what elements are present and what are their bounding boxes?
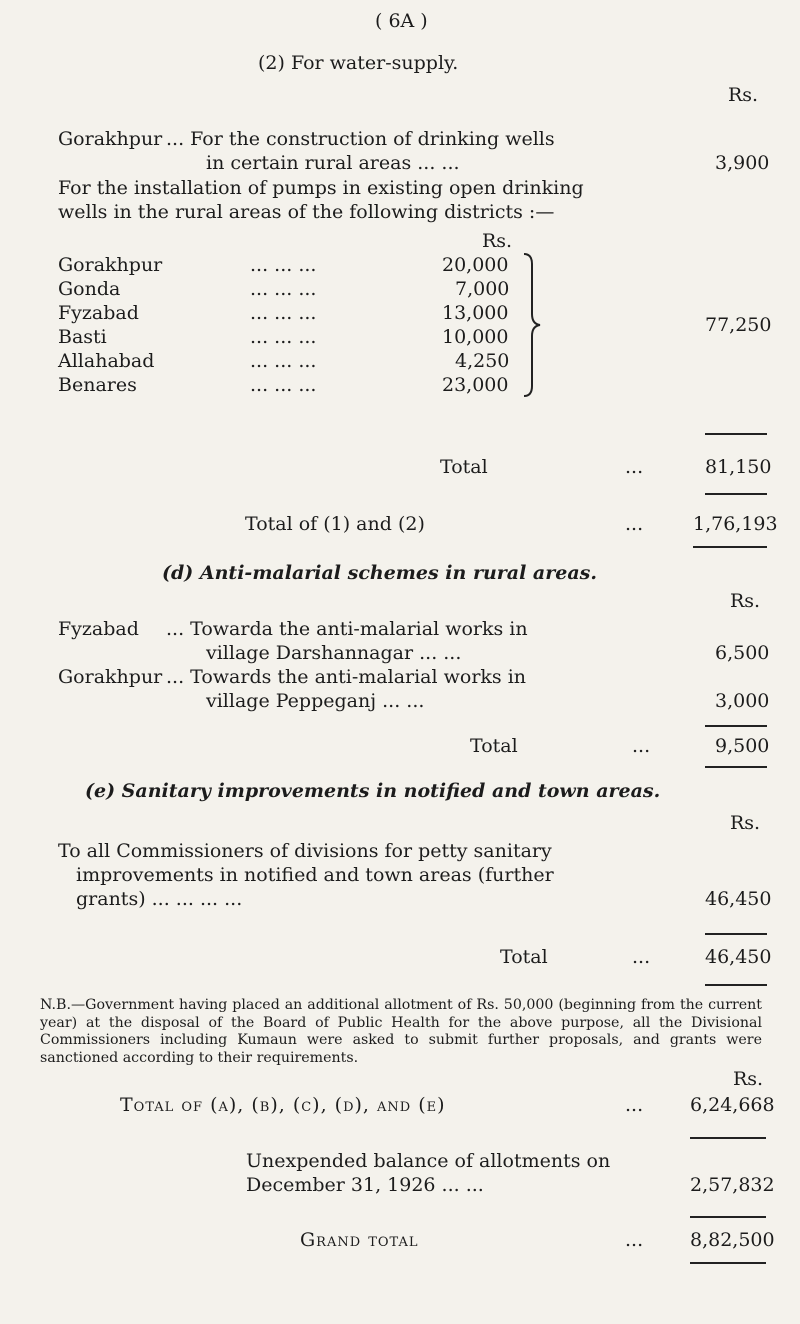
rule-section-d-total — [705, 725, 767, 727]
item1-district: Gorakhpur — [58, 128, 163, 150]
rule-section-d-total-under — [705, 766, 767, 768]
item1-line2: in certain rural areas ... ... — [206, 152, 460, 174]
districts-total-amount: 77,250 — [705, 314, 772, 336]
item1-line1: ... For the construction of drinking wells — [166, 128, 555, 150]
district-row-0-amount: 20,000 — [442, 254, 509, 276]
section-e-line2: improvements in notified and town areas (further — [76, 864, 554, 886]
grand-total-label: Grand total — [300, 1229, 419, 1251]
section-d-item-1-line1: ... Towards the anti-malarial works in — [166, 666, 527, 688]
rule-section2-grand — [705, 493, 767, 495]
rule-section-e-total — [705, 933, 767, 935]
section-d-item-1-district: Gorakhpur — [58, 666, 163, 688]
section2-total-amount: 81,150 — [705, 456, 772, 478]
rule-summary-unexpended — [690, 1216, 766, 1218]
section-e-rs-header: Rs. — [730, 812, 761, 834]
district-row-3-amount: 10,000 — [442, 326, 509, 348]
section-e-heading: (e) Sanitary improvements in notified and town areas. — [85, 780, 661, 802]
district-row-0-name: Gorakhpur — [58, 254, 163, 276]
rule-section2-grand-under — [693, 546, 767, 548]
district-row-1-name: Gonda — [58, 278, 121, 300]
district-row-4-name: Allahabad — [58, 350, 155, 372]
section-d-heading: (d) Anti-malarial schemes in rural areas. — [162, 562, 597, 584]
district-row-2-name: Fyzabad — [58, 302, 139, 324]
section-2-heading: (2) For water-supply. — [258, 52, 459, 74]
district-row-1-amount: 7,000 — [455, 278, 510, 300]
grand-total-dots: ... — [625, 1229, 644, 1251]
section2-grand-amount: 1,76,193 — [693, 513, 778, 535]
section2-grand-dots: ... — [625, 513, 644, 535]
unexpended-amount: 2,57,832 — [690, 1174, 775, 1196]
grand-total-amount: 8,82,500 — [690, 1229, 775, 1251]
summary-total-label: Total of (a), (b), (c), (d), and (e) — [120, 1094, 446, 1116]
section2-grand-label: Total of (1) and (2) — [245, 513, 425, 535]
section2-total-label: Total — [440, 456, 488, 478]
pumps-intro-line2: wells in the rural areas of the following districts :— — [58, 201, 555, 223]
section-d-item-0-amount: 6,500 — [715, 642, 770, 664]
section-e-total-label: Total — [500, 946, 548, 968]
section-e-amount: 46,450 — [705, 888, 772, 910]
section-e-line1: To all Commissioners of divisions for petty sanitary — [58, 840, 552, 862]
district-rs-header: Rs. — [482, 230, 513, 252]
district-row-0-dots: ... ... ... — [250, 254, 317, 276]
rule-section-e-total-under — [705, 984, 767, 986]
section-d-total-dots: ... — [632, 735, 651, 757]
rule-grand-total-under — [690, 1262, 766, 1264]
nb-note: N.B.—Government having placed an additional allotment of Rs. 50,000 (beginning from the current year) at the disposal of the Board of Public Health for the above purpose, all the Divisional Commissioners including Kumaun were asked to submit further proposals, and grants were sanctioned according to their requirements. — [40, 997, 762, 1066]
summary-rs-header: Rs. — [733, 1068, 764, 1090]
item1-amount: 3,900 — [715, 152, 770, 174]
district-row-5-name: Benares — [58, 374, 137, 396]
section-e-total-dots: ... — [632, 946, 651, 968]
section2-total-dots: ... — [625, 456, 644, 478]
section-d-total-amount: 9,500 — [715, 735, 770, 757]
summary-total-amount: 6,24,668 — [690, 1094, 775, 1116]
district-row-5-amount: 23,000 — [442, 374, 509, 396]
section-d-item-1-amount: 3,000 — [715, 690, 770, 712]
page-number: ( 6A ) — [375, 10, 428, 32]
section-e-line3: grants) ... ... ... ... — [76, 888, 243, 910]
summary-total-dots: ... — [625, 1094, 644, 1116]
unexpended-line2: December 31, 1926 ... ... — [246, 1174, 484, 1196]
section-d-item-0-line2: village Darshannagar ... ... — [206, 642, 462, 664]
rule-section2-total — [705, 433, 767, 435]
pumps-intro-line1: For the installation of pumps in existing open drinking — [58, 177, 584, 199]
section-d-item-0-district: Fyzabad — [58, 618, 139, 640]
district-row-3-name: Basti — [58, 326, 107, 348]
section-d-total-label: Total — [470, 735, 518, 757]
district-row-5-dots: ... ... ... — [250, 374, 317, 396]
district-row-4-amount: 4,250 — [455, 350, 510, 372]
unexpended-line1: Unexpended balance of allotments on — [246, 1150, 611, 1172]
section-d-item-1-line2: village Peppeganj ... ... — [206, 690, 425, 712]
district-row-2-amount: 13,000 — [442, 302, 509, 324]
section-d-item-0-line1: ... Towarda the anti-malarial works in — [166, 618, 528, 640]
district-row-2-dots: ... ... ... — [250, 302, 317, 324]
district-row-1-dots: ... ... ... — [250, 278, 317, 300]
district-row-4-dots: ... ... ... — [250, 350, 317, 372]
section-e-total-amount: 46,450 — [705, 946, 772, 968]
section-d-rs-header: Rs. — [730, 590, 761, 612]
rule-summary-total — [690, 1137, 766, 1139]
district-brace — [520, 250, 544, 400]
district-row-3-dots: ... ... ... — [250, 326, 317, 348]
section-2-rs-header: Rs. — [728, 84, 759, 106]
